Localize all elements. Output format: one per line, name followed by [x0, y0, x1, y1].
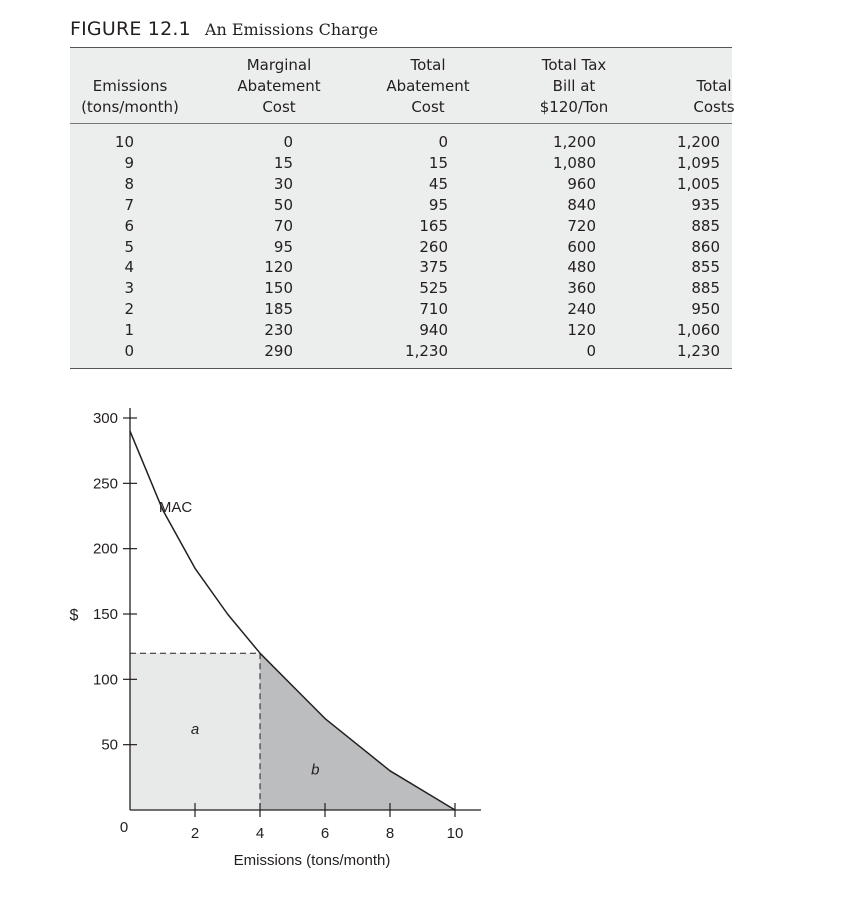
- table-cell: 15: [428, 153, 448, 172]
- x-tick-label: 6: [320, 825, 330, 842]
- table-cell: 720: [567, 216, 596, 235]
- figure-number: FIGURE 12.1: [70, 18, 191, 40]
- table-cell: 375: [419, 258, 448, 277]
- table-cell: 290: [264, 342, 293, 360]
- table-cell: 120: [264, 258, 293, 277]
- table-cell: 840: [567, 195, 596, 214]
- column-header-line: Bill at: [552, 77, 596, 95]
- column-header-line: Total: [696, 77, 732, 95]
- table-cell: 6: [124, 216, 134, 235]
- column-header-line: Total Tax: [541, 56, 607, 74]
- y-tick-label: 200: [92, 540, 118, 558]
- table-cell: 1,230: [405, 342, 448, 360]
- table-cell: 1,200: [677, 133, 720, 151]
- table-cell: 240: [567, 300, 596, 319]
- table-cell: 7: [124, 195, 134, 214]
- column-header-line: Cost: [411, 98, 445, 116]
- annotation-b: b: [311, 761, 320, 779]
- column-header-line: Abatement: [386, 77, 470, 95]
- table-cell: 855: [691, 258, 720, 277]
- table-cell: 10: [114, 133, 134, 151]
- table-cell: 120: [567, 321, 596, 340]
- table-cell: 885: [691, 279, 720, 298]
- table-cell: 1: [124, 321, 134, 340]
- y-tick-label: 50: [101, 736, 118, 754]
- table-cell: 0: [283, 133, 293, 151]
- y-tick-label: 250: [92, 475, 118, 493]
- table-cell: 860: [691, 237, 720, 256]
- table-cell: 885: [691, 216, 720, 235]
- table-cell: 360: [567, 279, 596, 298]
- table-cell: 0: [124, 342, 134, 360]
- table-cell: 70: [273, 216, 293, 235]
- x-tick-label: 2: [190, 825, 200, 842]
- table-cell: 1,200: [553, 133, 596, 151]
- figure-title: [70, 18, 378, 40]
- column-header-line: Abatement: [237, 77, 321, 95]
- region-b: [260, 653, 455, 810]
- table-cell: 50: [273, 195, 293, 214]
- table-cell: 8: [124, 174, 134, 193]
- table-cell: 1,095: [677, 153, 720, 172]
- column-header-line: (tons/month): [81, 98, 179, 116]
- table-cell: 95: [273, 237, 293, 256]
- table-cell: 600: [567, 237, 596, 256]
- table-cell: 0: [586, 342, 596, 360]
- table-cell: 0: [438, 133, 448, 151]
- y-tick-label: 150: [92, 606, 118, 623]
- data-table: [70, 47, 735, 369]
- table-cell: 4: [124, 258, 134, 277]
- table-cell: 9: [124, 153, 134, 172]
- table-cell: 3: [124, 279, 134, 298]
- header-divider: [70, 123, 732, 124]
- table-cell: 1,080: [553, 153, 596, 172]
- y-tick-label: 100: [92, 671, 118, 689]
- table-cell: 960: [567, 174, 596, 193]
- x-tick-label: 10: [446, 825, 464, 842]
- figure-caption: An Emissions Charge: [204, 20, 379, 39]
- annotation-a: a: [190, 721, 200, 739]
- table-cell: 1,230: [677, 342, 720, 360]
- table-cell: 525: [419, 279, 448, 298]
- table-cell: 1,005: [677, 174, 720, 193]
- x-axis-label: Emissions (tons/month): [233, 852, 391, 869]
- mac-chart: [0, 380, 520, 880]
- table-cell: 950: [691, 300, 720, 319]
- column-header-line: Total: [410, 56, 446, 74]
- y-axis-label: $: [69, 607, 79, 624]
- table-cell: 45: [428, 174, 448, 193]
- x-tick-label: 4: [255, 825, 265, 842]
- table-cell: 5: [124, 237, 134, 256]
- table-cell: 710: [419, 300, 448, 319]
- column-header-line: Emissions: [92, 77, 168, 95]
- column-header-line: Costs: [693, 98, 735, 116]
- table-cell: 15: [273, 153, 293, 172]
- column-header-line: Marginal: [246, 56, 312, 74]
- table-cell: 150: [264, 279, 293, 298]
- column-header-line: $120/Ton: [539, 98, 609, 116]
- annotation-mac: MAC: [158, 499, 193, 517]
- table-cell: 480: [567, 258, 596, 277]
- column-header-line: Cost: [262, 98, 296, 116]
- table-cell: 935: [691, 195, 720, 214]
- table-cell: 30: [273, 174, 293, 193]
- table-cell: 185: [264, 300, 293, 319]
- table-cell: 95: [428, 195, 448, 214]
- table-cell: 1,060: [677, 321, 720, 340]
- table-cell: 2: [124, 300, 134, 319]
- x-tick-label: 8: [385, 825, 395, 842]
- table-cell: 230: [264, 321, 293, 340]
- y-tick-label: 300: [92, 410, 118, 427]
- origin-label: 0: [119, 819, 129, 836]
- table-cell: 165: [419, 216, 448, 235]
- table-cell: 940: [419, 321, 448, 340]
- table-cell: 260: [419, 237, 448, 256]
